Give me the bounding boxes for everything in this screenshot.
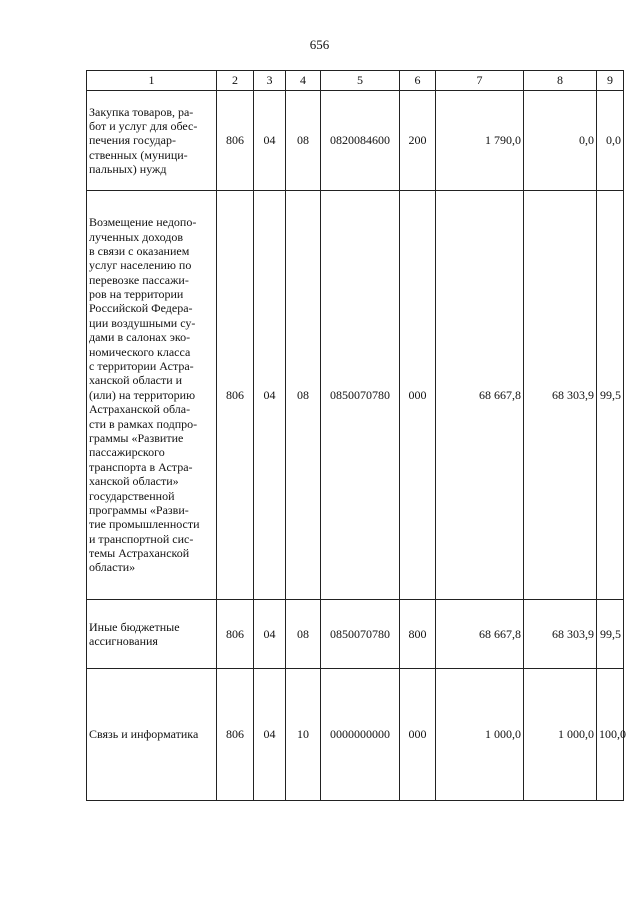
budget-table (86, 70, 624, 801)
cell-percent: 0,0 (597, 91, 624, 191)
table-row (87, 600, 624, 669)
cell-subsection: 08 (286, 91, 321, 191)
cell-subsection: 08 (286, 600, 321, 669)
column-header: 7 (436, 71, 524, 91)
cell-ministry-code: 806 (217, 191, 254, 600)
cell-expense-type: 800 (400, 600, 436, 669)
cell-subsection: 10 (286, 669, 321, 801)
table-row (87, 91, 624, 191)
column-header: 1 (87, 71, 217, 91)
cell-subsection: 08 (286, 191, 321, 600)
cell-percent: 99,5 (597, 600, 624, 669)
cell-executed: 68 303,9 (524, 191, 597, 600)
cell-ministry-code: 806 (217, 91, 254, 191)
table-row (87, 191, 624, 600)
cell-executed: 68 303,9 (524, 600, 597, 669)
cell-section: 04 (254, 669, 286, 801)
cell-expense-type: 000 (400, 191, 436, 600)
column-header: 2 (217, 71, 254, 91)
cell-percent: 99,5 (597, 191, 624, 600)
row-name: Возмещение недопо- лученных доходов в связи с оказанием услуг населению по перевозке пассажи- ров на территории Российской Федера- ции воздушными су- дами в салонах эко- номического класса с территории Астра- ханской области и (или) на территорию Астраханской обла- сти в рамках подпро- граммы «Развитие пассажирского транспорта в Астра- ханской области» государственной программы «Разви- тие промышленности и транспортной сис- темы Астраханской области» (87, 191, 217, 600)
cell-expense-type: 200 (400, 91, 436, 191)
cell-target-article: 0820084600 (321, 91, 400, 191)
row-name: Закупка товаров, ра- бот и услуг для обес- печения государ- ственных (муници- пальных) нужд (87, 91, 217, 191)
cell-planned: 1 790,0 (436, 91, 524, 191)
cell-expense-type: 000 (400, 669, 436, 801)
table-header-row (87, 71, 624, 91)
cell-percent: 100,0 (597, 669, 624, 801)
cell-ministry-code: 806 (217, 600, 254, 669)
column-header: 4 (286, 71, 321, 91)
cell-planned: 68 667,8 (436, 600, 524, 669)
cell-target-article: 0000000000 (321, 669, 400, 801)
cell-planned: 1 000,0 (436, 669, 524, 801)
cell-executed: 1 000,0 (524, 669, 597, 801)
column-header: 6 (400, 71, 436, 91)
cell-section: 04 (254, 600, 286, 669)
cell-executed: 0,0 (524, 91, 597, 191)
column-header: 8 (524, 71, 597, 91)
page-number: 656 (309, 37, 330, 52)
cell-target-article: 0850070780 (321, 191, 400, 600)
cell-section: 04 (254, 191, 286, 600)
cell-planned: 68 667,8 (436, 191, 524, 600)
cell-section: 04 (254, 91, 286, 191)
table-row (87, 669, 624, 801)
column-header: 5 (321, 71, 400, 91)
column-header: 9 (597, 71, 624, 91)
cell-ministry-code: 806 (217, 669, 254, 801)
column-header: 3 (254, 71, 286, 91)
cell-target-article: 0850070780 (321, 600, 400, 669)
row-name: Связь и информатика (87, 669, 217, 801)
row-name: Иные бюджетные ассигнования (87, 600, 217, 669)
